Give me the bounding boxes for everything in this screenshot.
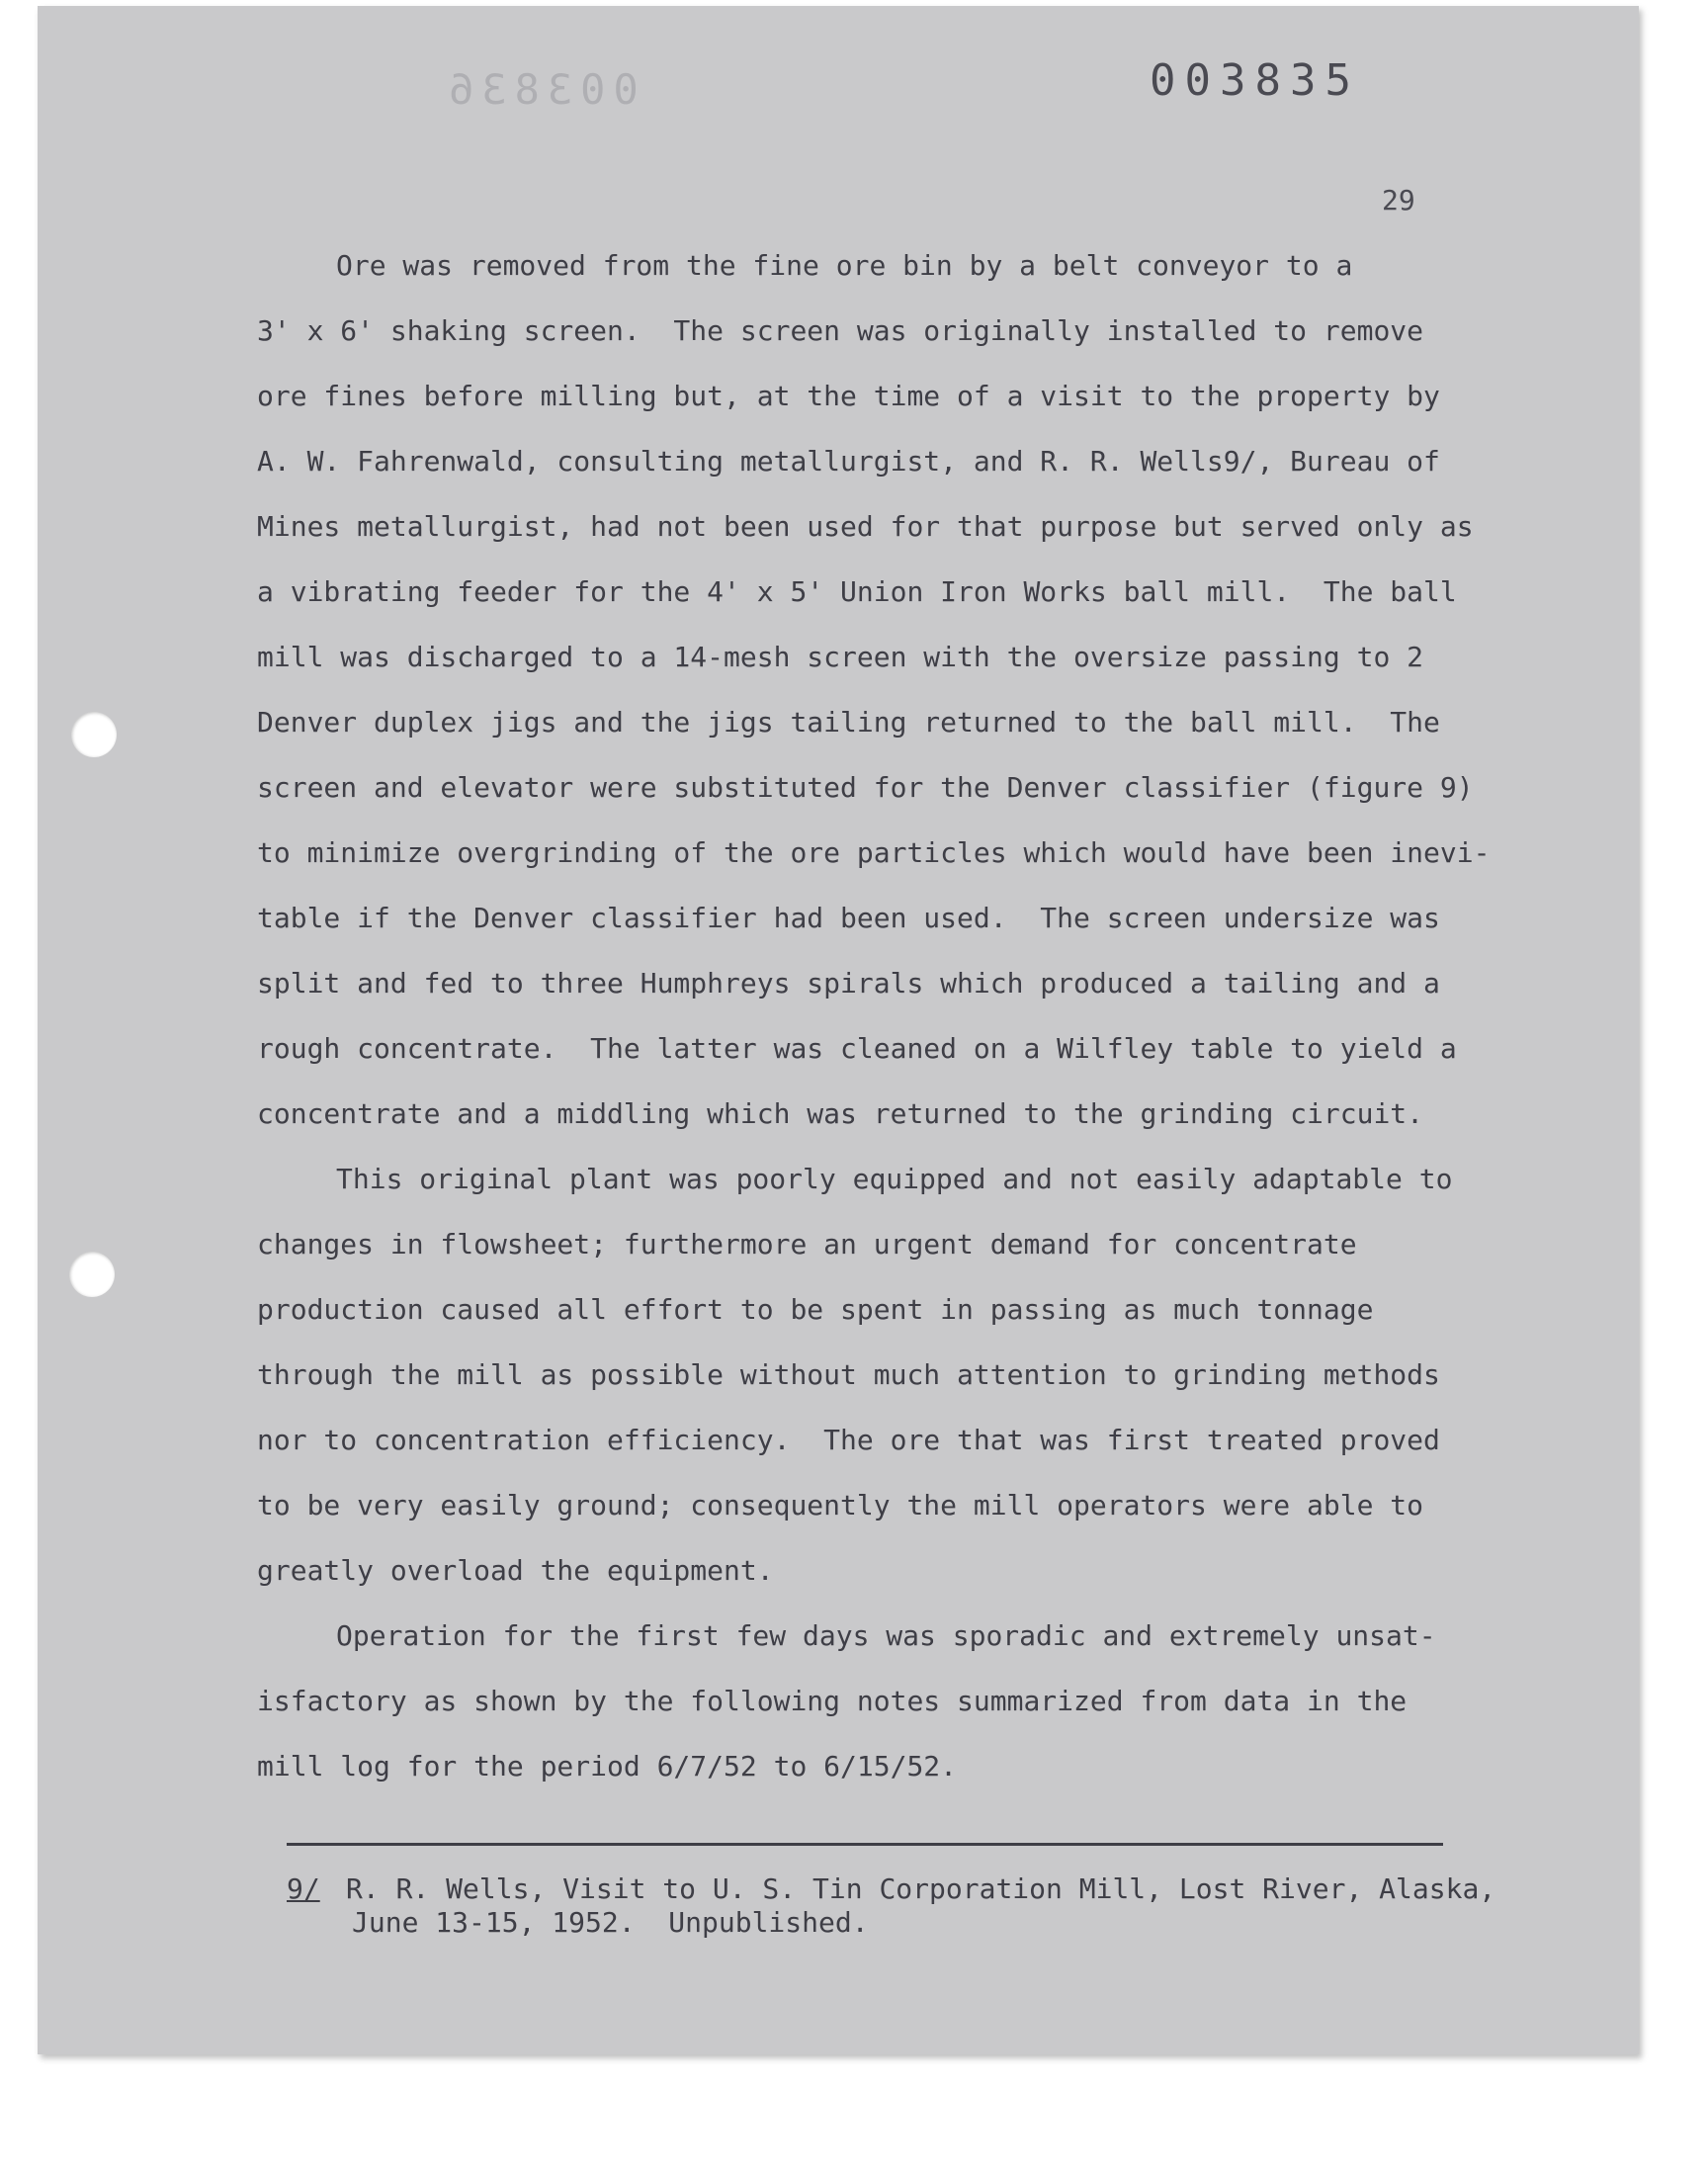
text-line: to be very easily ground; consequently the mill operators were able to	[257, 1489, 1424, 1522]
binder-hole	[71, 712, 117, 757]
text-line: A. W. Fahrenwald, consulting metallurgist, and R. R. Wells9/, Bureau of	[257, 445, 1440, 478]
text-line: table if the Denver classifier had been used. The screen undersize was	[257, 902, 1440, 934]
text-line: a vibrating feeder for the 4' x 5' Union Iron Works ball mill. The ball	[257, 575, 1457, 608]
text-line: split and fed to three Humphreys spirals which produced a tailing and a	[257, 967, 1440, 1000]
text-line: Denver duplex jigs and the jigs tailing returned to the ball mill. The	[257, 706, 1440, 739]
text-line: isfactory as shown by the following notes summarized from data in the	[257, 1685, 1408, 1717]
footnote-line: June 13-15, 1952. Unpublished.	[352, 1906, 869, 1939]
text-line: This original plant was poorly equipped and not easily adaptable to	[336, 1163, 1453, 1195]
text-line: rough concentrate. The latter was cleaned on a Wilfley table to yield a	[257, 1032, 1457, 1065]
text-line: screen and elevator were substituted for the Denver classifier (figure 9)	[257, 771, 1474, 804]
footnote	[287, 1872, 1532, 1940]
text-line: 3' x 6' shaking screen. The screen was originally installed to remove	[257, 314, 1424, 347]
footnote-divider	[287, 1843, 1443, 1846]
text-line: mill was discharged to a 14-mesh screen with the oversize passing to 2	[257, 641, 1424, 673]
bleed-through-number: 003836	[441, 65, 639, 114]
text-line: greatly overload the equipment.	[257, 1554, 774, 1587]
text-line: Ore was removed from the fine ore bin by a belt conveyor to a	[336, 249, 1353, 282]
text-line: mill log for the period 6/7/52 to 6/15/52.	[257, 1750, 958, 1783]
document-number: 003835	[1150, 55, 1360, 106]
text-line: production caused all effort to be spent in passing as much tonnage	[257, 1293, 1374, 1326]
body-text	[257, 233, 1542, 1799]
text-line: to minimize overgrinding of the ore particles which would have been inevi-	[257, 836, 1491, 869]
text-line: through the mill as possible without much attention to grinding methods	[257, 1358, 1440, 1391]
text-line: changes in flowsheet; furthermore an urgent demand for concentrate	[257, 1228, 1357, 1261]
page-number: 29	[1382, 184, 1415, 217]
footnote-text: R. R. Wells, Visit to U. S. Tin Corporation Mill, Lost River, Alaska,	[346, 1872, 1496, 1905]
text-line: Mines metallurgist, had not been used for that purpose but served only as	[257, 510, 1474, 543]
text-line: Operation for the first few days was sporadic and extremely unsat-	[336, 1619, 1436, 1652]
binder-hole	[69, 1252, 115, 1297]
footnote-line	[287, 1872, 1532, 1906]
text-line: ore fines before milling but, at the time of a visit to the property by	[257, 380, 1440, 412]
text-line: nor to concentration efficiency. The ore that was first treated proved	[257, 1424, 1440, 1456]
text-line: concentrate and a middling which was returned to the grinding circuit.	[257, 1097, 1424, 1130]
footnote-marker: 9/	[287, 1872, 320, 1905]
